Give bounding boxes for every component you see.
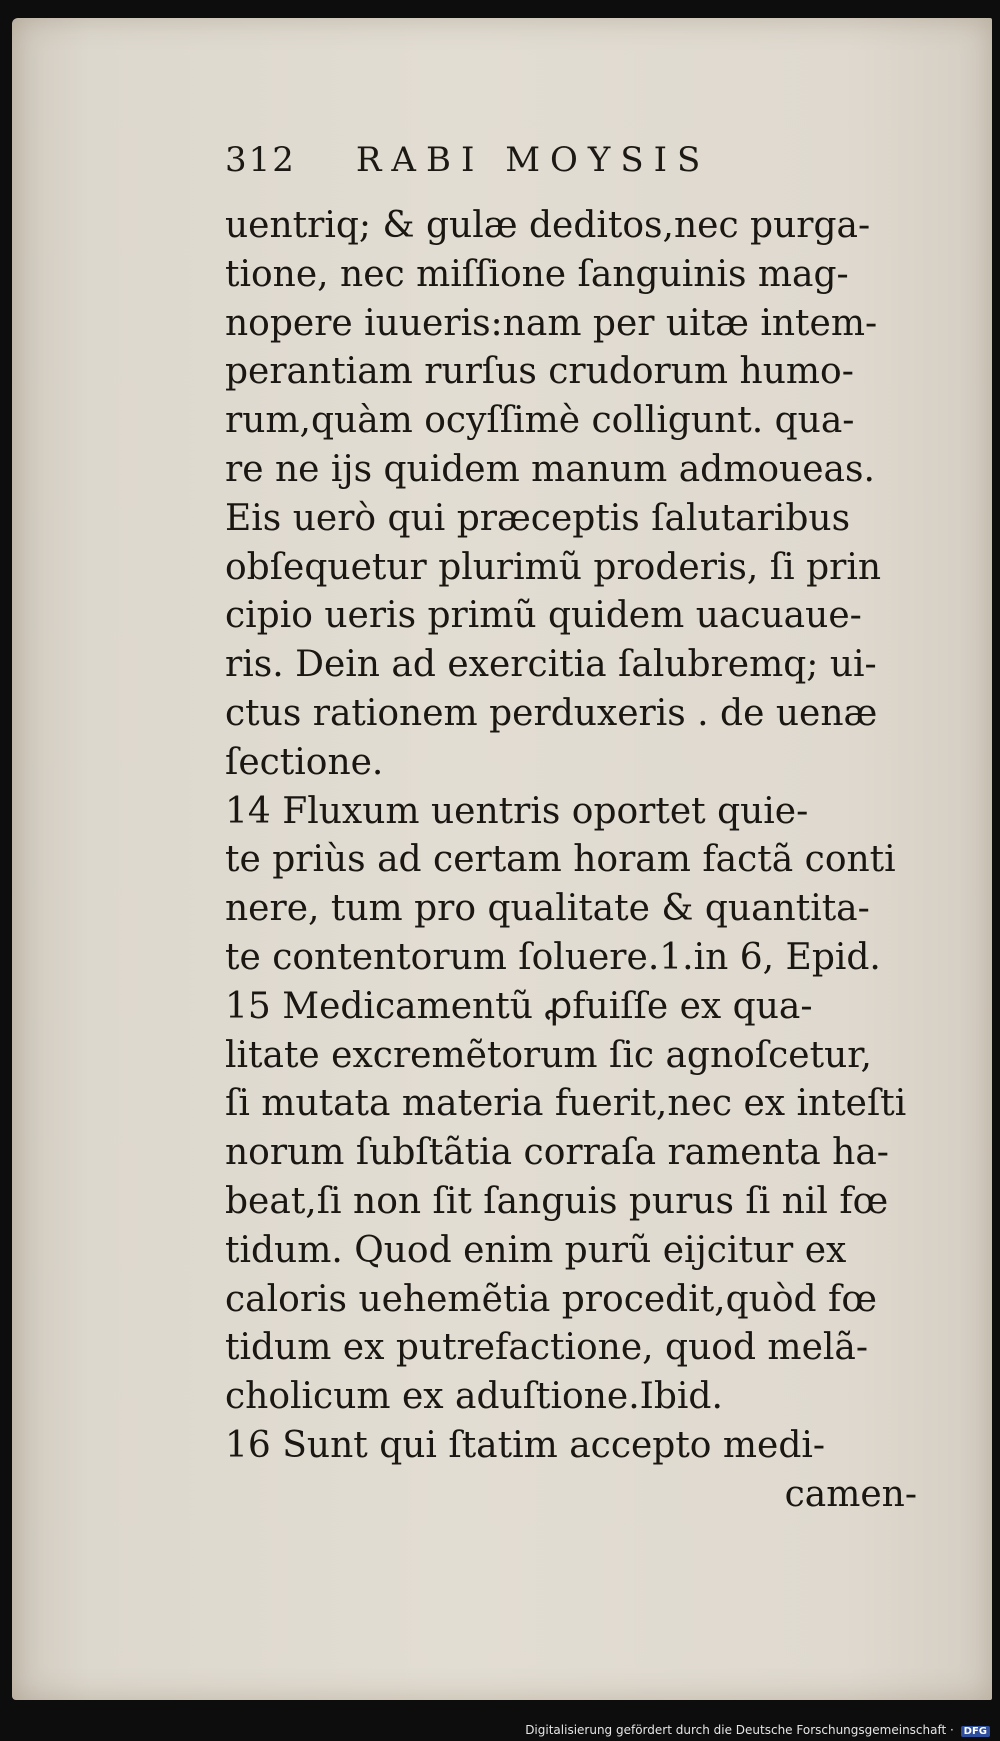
text-line: tione, nec miſſione ſanguinis mag- [225, 253, 849, 295]
text-line: ſi mutata materia fuerit,nec ex inteſti [225, 1083, 907, 1125]
text-line: beat,ſi non ſit ſanguis purus ſi nil fœ [225, 1180, 889, 1222]
running-title: RABI MOYSIS [355, 140, 711, 180]
text-line: Eis uerò qui præceptis ſalutaribus [225, 497, 851, 539]
dfg-badge: DFG [961, 1726, 990, 1737]
text-line: rum,quàm ocyſſimè colligunt. qua- [225, 400, 855, 442]
text-line: nere, tum pro qualitate & quantita- [225, 888, 870, 930]
text-line: re ne ijs quidem manum admoueas. [225, 448, 875, 490]
text-line: litate excremẽtorum ſic agnoſcetur, [225, 1034, 872, 1076]
text-line: ſectione. [225, 741, 384, 783]
text-line: perantiam rurſus crudorum humo- [225, 351, 854, 393]
text-line: caloris uehemẽtia procedit,quòd fœ [225, 1278, 877, 1320]
text-line: ctus rationem perduxeris . de uenæ [225, 692, 878, 734]
text-line: tidum. Quod enim purũ eijcitur ex [225, 1229, 847, 1271]
text-line: nopere iuueris:nam per uitæ intem- [225, 302, 878, 344]
page-number: 312 [225, 140, 296, 180]
text-line: te priùs ad certam horam factã conti [225, 839, 896, 881]
running-header [225, 140, 785, 180]
text-line: cipio ueris primũ quidem uacuaue- [225, 595, 862, 637]
credit-text: Digitalisierung gefördert durch die Deutsche Forschungsgemeinschaft · [525, 1723, 954, 1737]
text-line: te contentorum ſoluere.1.in 6, Epid. [225, 936, 881, 978]
text-line: obſequetur plurimũ proderis, ſi prin [225, 546, 882, 588]
page-text [225, 202, 925, 1520]
text-line: cholicum ex aduſtione.Ibid. [225, 1376, 723, 1418]
text-line: ris. Dein ad exercitia ſalubremq; ui- [225, 644, 877, 686]
catchword: camen- [784, 1473, 917, 1515]
text-line: uentriq; & gulæ deditos,nec purga- [225, 205, 871, 246]
text-line: tidum ex putrefactione, quod melã- [225, 1327, 869, 1369]
text-line: 16 Sunt qui ſtatim accepto medi- [225, 1424, 826, 1466]
text-line: 15 Medicamentũ ꝓfuiſſe ex qua- [225, 985, 813, 1027]
text-line: norum ſubſtãtia corraſa ramenta ha- [225, 1132, 889, 1174]
digitization-credit [525, 1723, 990, 1737]
text-line: 14 Fluxum uentris oportet quie- [225, 790, 809, 832]
